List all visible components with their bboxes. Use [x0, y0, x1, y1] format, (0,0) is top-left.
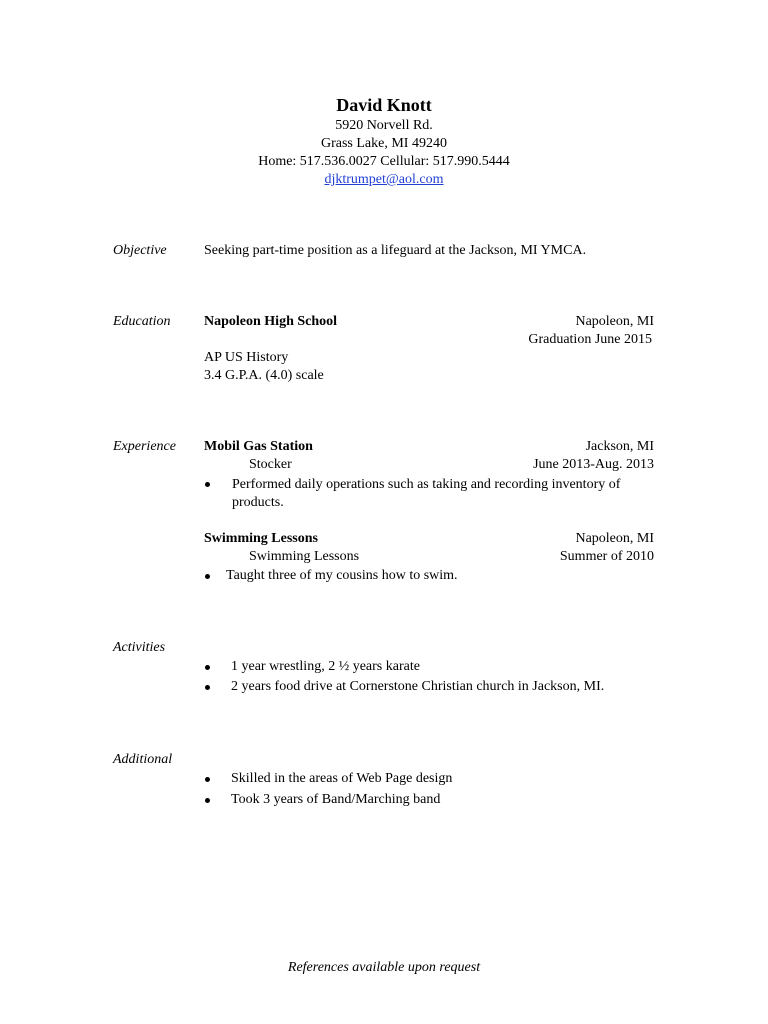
- bullet-icon: [205, 665, 210, 670]
- activities-label: Activities: [113, 640, 166, 655]
- street-address: 5920 Norvell Rd.: [335, 118, 433, 133]
- bullet-icon: [205, 574, 210, 579]
- email-link[interactable]: djktrumpet@aol.com: [324, 172, 444, 187]
- job-1-title: Stocker: [249, 457, 292, 472]
- education-detail-2: 3.4 G.P.A. (4.0) scale: [204, 368, 324, 383]
- education-label: Education: [113, 314, 171, 329]
- activity-item-1: 1 year wrestling, 2 ½ years karate: [231, 659, 420, 674]
- bullet-icon: [205, 777, 210, 782]
- references-note: References available upon request: [287, 960, 481, 975]
- objective-label: Objective: [113, 243, 167, 258]
- graduation-date: Graduation June 2015: [528, 332, 652, 347]
- job-2-bullet: Taught three of my cousins how to swim.: [226, 568, 458, 583]
- phone-numbers: Home: 517.536.0027 Cellular: 517.990.5444: [258, 154, 510, 169]
- bullet-icon: [205, 482, 210, 487]
- job-1-location: Jackson, MI: [585, 439, 654, 454]
- bullet-icon: [205, 798, 210, 803]
- job-1-dates: June 2013-Aug. 2013: [533, 457, 654, 472]
- job-1-employer: Mobil Gas Station: [204, 439, 313, 454]
- school-name: Napoleon High School: [204, 314, 338, 329]
- experience-label: Experience: [113, 439, 176, 454]
- additional-item-2: Took 3 years of Band/Marching band: [231, 792, 441, 807]
- activity-item-2: 2 years food drive at Cornerstone Christian church in Jackson, MI.: [231, 679, 605, 694]
- job-2-location: Napoleon, MI: [575, 531, 654, 546]
- city-state-zip: Grass Lake, MI 49240: [321, 136, 447, 151]
- email-row: [0, 171, 768, 189]
- job-2-title: Swimming Lessons: [249, 549, 360, 564]
- additional-label: Additional: [113, 752, 173, 767]
- job-1-bullet-line-2: products.: [232, 495, 284, 510]
- additional-item-1: Skilled in the areas of Web Page design: [231, 771, 453, 786]
- education-detail-1: AP US History: [204, 350, 289, 365]
- job-2-employer: Swimming Lessons: [204, 531, 318, 546]
- school-location: Napoleon, MI: [575, 314, 654, 329]
- bullet-icon: [205, 685, 210, 690]
- job-2-dates: Summer of 2010: [559, 549, 654, 564]
- objective-text: Seeking part-time position as a lifeguard at the Jackson, MI YMCA.: [204, 243, 587, 258]
- applicant-name: David Knott: [336, 95, 432, 115]
- job-1-bullet-line-1: Performed daily operations such as taking and recording inventory of: [232, 477, 621, 492]
